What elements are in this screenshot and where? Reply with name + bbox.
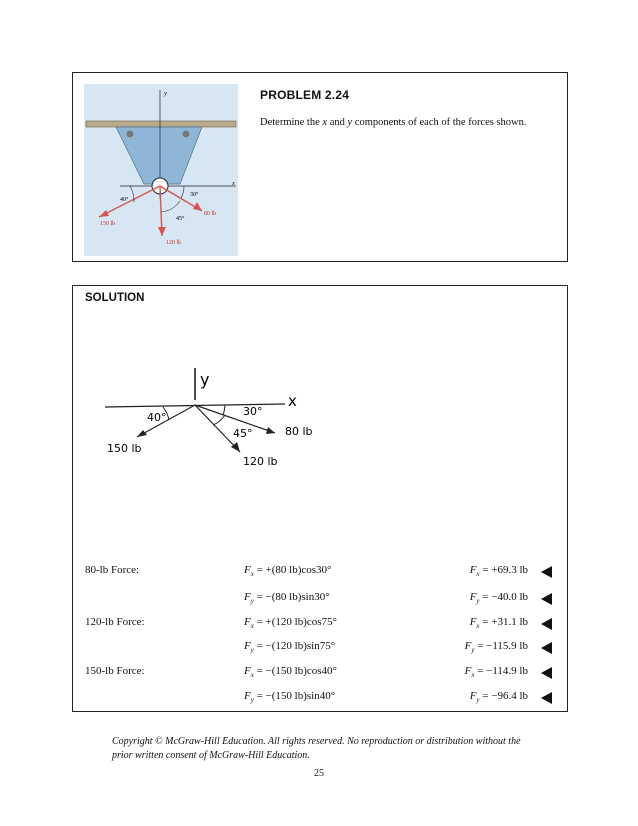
sketch-angle-45: 45° — [233, 427, 253, 440]
eq-symbol: F — [244, 690, 251, 702]
sketch-angle-40: 40° — [147, 411, 167, 424]
result-80-y — [470, 591, 528, 605]
problem-y-var: y — [347, 117, 353, 128]
res-symbol: F — [469, 591, 477, 603]
res-value: = −115.9 lb — [477, 640, 528, 652]
eq-symbol: F — [244, 640, 251, 652]
result-150-y — [470, 690, 528, 704]
row-label-120: 120-lb Force: — [85, 616, 145, 628]
answer-marker-icon — [541, 566, 552, 578]
eq-sub: y — [250, 696, 254, 705]
ceiling-beam — [86, 121, 236, 127]
sketch-force-150-label: 150 lb — [107, 442, 142, 455]
solution-sketch — [85, 355, 345, 490]
eq-symbol: F — [244, 591, 251, 603]
eq-symbol: F — [244, 616, 251, 628]
bolt-right — [183, 131, 190, 138]
res-symbol: F — [469, 690, 477, 702]
row-label-80: 80-lb Force: — [85, 564, 140, 576]
fig-angle-30: 30° — [190, 192, 199, 198]
answer-marker-icon — [541, 618, 552, 630]
result-80-x — [470, 564, 528, 578]
eq-symbol: F — [244, 665, 251, 677]
eq-80-x — [244, 564, 331, 578]
sketch-arc-30 — [223, 405, 225, 415]
fig-y-label: y — [164, 90, 167, 97]
result-120-x — [470, 616, 528, 630]
res-symbol: F — [464, 665, 472, 677]
eq-sub: y — [250, 646, 254, 655]
problem-figure — [84, 84, 238, 256]
eq-expr: = +(120 lb)cos75° — [256, 616, 337, 628]
res-value: = −40.0 lb — [482, 591, 528, 603]
res-symbol: F — [469, 564, 477, 576]
row-label-150: 150-lb Force: — [85, 665, 145, 677]
result-120-y — [465, 640, 528, 654]
eq-sub: x — [250, 622, 254, 631]
sketch-x-label: x — [288, 392, 297, 410]
problem-text-1: Determine the — [260, 117, 323, 128]
eq-expr: = +(80 lb)cos30° — [256, 564, 332, 576]
sketch-force-80-head — [266, 427, 275, 434]
res-value: = −96.4 lb — [482, 690, 528, 702]
sketch-arc-45 — [213, 415, 225, 425]
answer-marker-icon — [541, 692, 552, 704]
res-symbol: F — [464, 640, 472, 652]
res-value: = +69.3 lb — [482, 564, 528, 576]
eq-120-x — [244, 616, 337, 630]
eq-expr: = −(120 lb)sin75° — [256, 640, 336, 652]
answer-marker-icon — [541, 593, 552, 605]
eq-expr: = −(150 lb)sin40° — [256, 690, 336, 702]
problem-text-2: and — [327, 117, 348, 128]
sketch-force-80-label: 80 lb — [285, 425, 313, 438]
res-symbol: F — [469, 616, 477, 628]
bolt-left — [127, 131, 134, 138]
fig-force-150: 150 lb — [100, 221, 116, 227]
sketch-force-120-label: 120 lb — [243, 455, 278, 468]
eq-150-x — [244, 665, 337, 679]
eq-expr: = −(150 lb)cos40° — [256, 665, 337, 677]
fig-x-label: x — [232, 180, 235, 187]
eq-sub: x — [250, 671, 254, 680]
fig-force-120: 120 lb — [166, 240, 182, 246]
sketch-y-label: y — [200, 370, 210, 389]
sketch-angle-30: 30° — [243, 405, 263, 418]
res-value: = +31.1 lb — [482, 616, 528, 628]
eq-120-y — [244, 640, 335, 654]
eq-symbol: F — [244, 564, 251, 576]
res-value: = −114.9 lb — [477, 665, 528, 677]
page-number: 25 — [314, 768, 324, 779]
solution-title: SOLUTION — [85, 292, 145, 304]
problem-text-3: components of each of the forces shown. — [352, 117, 527, 128]
answer-marker-icon — [541, 667, 552, 679]
problem-statement — [260, 117, 527, 128]
res-sub: x — [471, 671, 475, 680]
fig-force-80: 80 lb — [204, 211, 217, 217]
sketch-force-150-head — [137, 430, 147, 437]
copyright-notice: Copyright © McGraw-Hill Education. All rights reserved. No reproduction or distribution without the prior written consent of McGraw-Hill Education. — [112, 736, 521, 761]
eq-sub: x — [250, 570, 254, 579]
fig-angle-45: 45° — [176, 216, 185, 222]
res-sub: x — [476, 570, 480, 579]
eq-expr: = −(80 lb)sin30° — [256, 591, 330, 603]
eq-sub: y — [250, 597, 254, 606]
eq-150-y — [244, 690, 335, 704]
eq-80-y — [244, 591, 330, 605]
fig-angle-40: 40° — [120, 197, 129, 203]
result-150-x — [465, 665, 528, 679]
res-sub: y — [476, 696, 480, 705]
res-sub: y — [476, 597, 480, 606]
res-sub: x — [476, 622, 480, 631]
problem-x-var: x — [322, 117, 328, 128]
problem-title: PROBLEM 2.24 — [260, 88, 350, 102]
res-sub: y — [471, 646, 475, 655]
answer-marker-icon — [541, 642, 552, 654]
